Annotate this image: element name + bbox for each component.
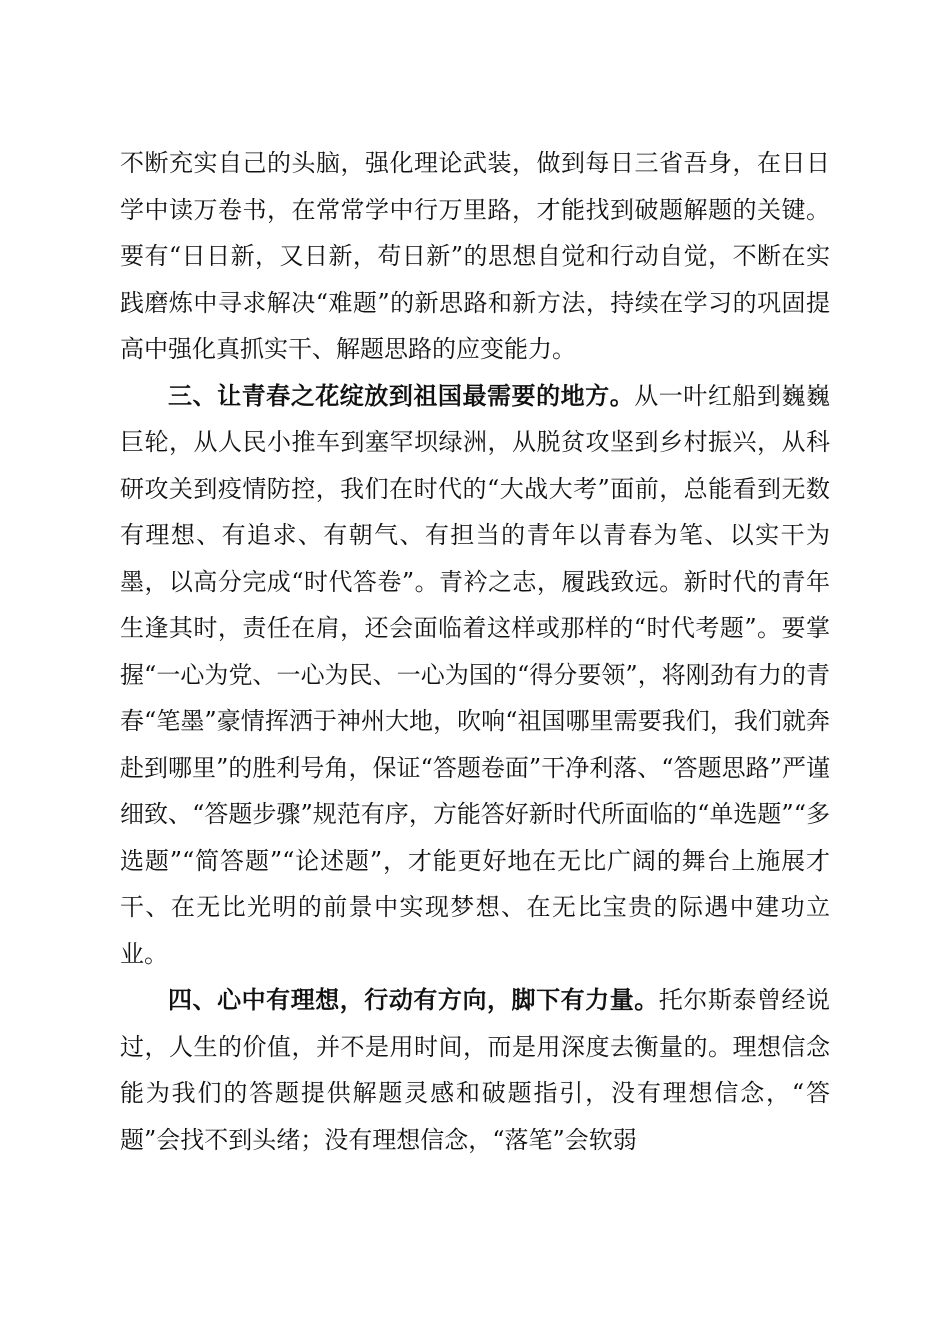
paragraph-text: 托尔斯泰曾经说过，人生的价值，并不是用时间，而是用深度去衡量的。理想信念能为我们的答题提供解题灵感和破题指引，没有理想信念，“答题”会找不到头绪；没有理想信念，“落笔”会软弱 [120,986,831,1154]
paragraph-section-four [120,977,830,1163]
section-four-heading: 四、心中有理想，行动有方向，脚下有力量。 [168,986,659,1014]
paragraph-continued [120,140,830,373]
paragraph-text: 从一叶红船到巍巍巨轮，从人民小推车到塞罕坝绿洲，从脱贫攻坚到乡村振兴，从科研攻关到疫情防控，我们在时代的“大战大考”面前，总能看到无数有理想、有追求、有朝气、有担当的青年以青春为笔、以实干为墨，以高分完成“时代答卷”。青衿之志，履践致远。新时代的青年生逢其时，责任在肩，还会面临着这样或那样的“时代考题”。要掌握“一心为党、一心为民、一心为国的“得分要领”，将刚劲有力的青春“笔墨”豪情挥洒于神州大地，吹响“祖国哪里需要我们，我们就奔赴到哪里”的胜利号角，保证“答题卷面”干净利落、“答题思路”严谨细致、“答题步骤”规范有序，方能答好新时代所面临的“单选题”“多选题”“简答题”“论述题”，才能更好地在无比广阔的舞台上施展才干、在无比光明的前景中实现梦想、在无比宝贵的际遇中建功立业。 [120,381,831,968]
document-body [120,140,830,1163]
section-three-heading: 三、让青春之花绽放到祖国最需要的地方。 [168,381,635,410]
paragraph-text: 不断充实自己的头脑，强化理论武装，做到每日三省吾身，在日日学中读万卷书，在常常学中行万里路，才能找到破题解题的关键。要有“日日新，又日新，苟日新”的思想自觉和行动自觉，不断在实践磨炼中寻求解决“难题”的新思路和新方法，持续在学习的巩固提高中强化真抓实干、解题思路的应变能力。 [120,149,830,363]
paragraph-section-three [120,373,830,978]
